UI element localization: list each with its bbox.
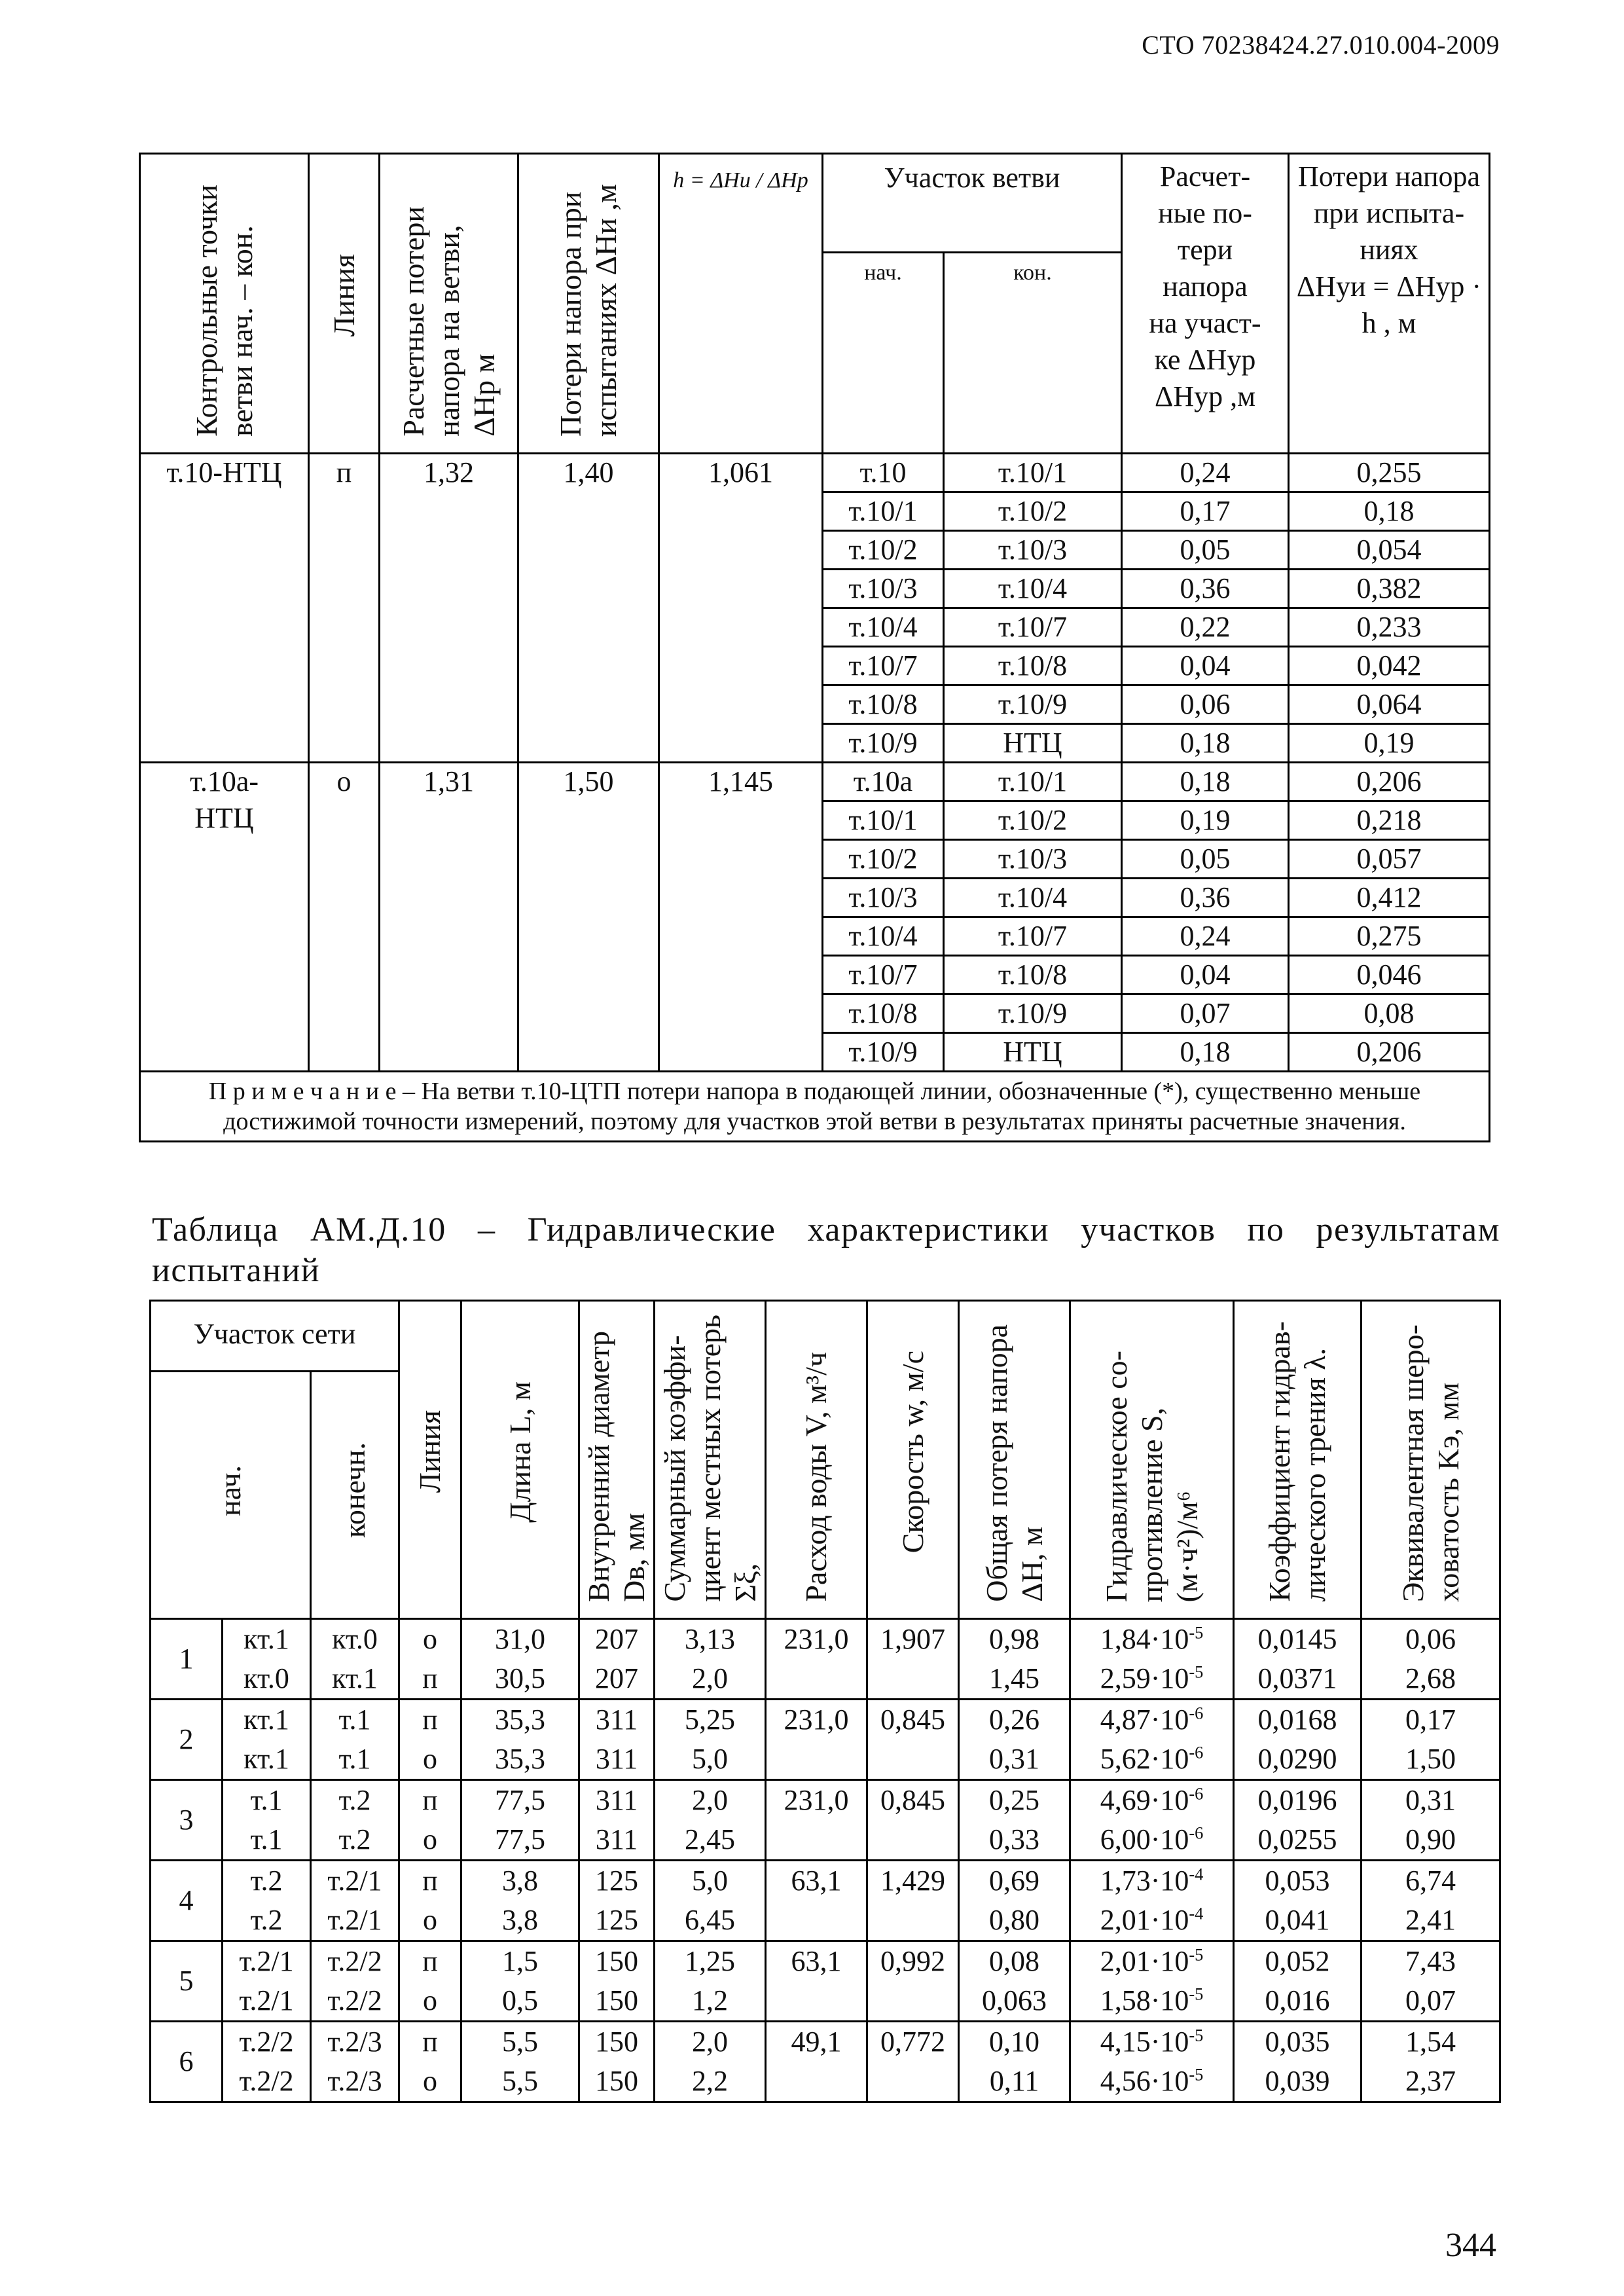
- resistance-exponent: -4: [1189, 1864, 1204, 1884]
- resistance-value: 4,69·10: [1100, 1784, 1189, 1816]
- resistance-value: 4,15·10: [1100, 2026, 1189, 2058]
- local-loss-cell: 2,0: [655, 2022, 766, 2062]
- resistance-cell: [1070, 1659, 1234, 1700]
- friction-cell: 0,053: [1234, 1861, 1362, 1901]
- start-cell: т.10/1: [823, 492, 944, 531]
- table-row: [151, 2022, 1500, 2062]
- col-calc-loss: Расчетные потери напора на ветви, ΔHр м: [380, 154, 518, 454]
- calc-section-cell: 0,22: [1122, 608, 1289, 647]
- test-loss-cell: 1,40: [518, 454, 659, 763]
- resistance-cell: [1070, 1700, 1234, 1740]
- end-cell: кт.1: [311, 1659, 399, 1700]
- col-flow: Расход воды V, м³/ч: [766, 1301, 867, 1619]
- test-section-cell: 0,255: [1289, 454, 1490, 492]
- end-cell: т.2/2: [311, 1981, 399, 2022]
- resistance-cell: [1070, 1820, 1234, 1861]
- start-cell: т.10/2: [823, 840, 944, 879]
- resistance-value: 1,84·10: [1100, 1623, 1189, 1655]
- end-cell: т.10/2: [944, 492, 1122, 531]
- end-cell: т.10/4: [944, 879, 1122, 917]
- line-cell: о: [309, 763, 380, 1072]
- test-section-cell: 0,382: [1289, 570, 1490, 608]
- group-number: 5: [151, 1941, 223, 2022]
- resistance-value: 2,01·10: [1100, 1945, 1189, 1977]
- col-start: нач.: [151, 1372, 311, 1619]
- diameter-cell: 311: [579, 1780, 655, 1821]
- h-cell: 1,145: [659, 763, 823, 1072]
- test-section-cell: 0,206: [1289, 1033, 1490, 1072]
- start-cell: т.10/4: [823, 917, 944, 956]
- calc-section-cell: 0,18: [1122, 1033, 1289, 1072]
- resistance-value: 4,56·10: [1100, 2065, 1189, 2097]
- velocity-cell: 0,772: [867, 2022, 959, 2102]
- roughness-cell: 6,74: [1362, 1861, 1500, 1901]
- line-cell: о: [399, 1619, 461, 1660]
- start-cell: т.10: [823, 454, 944, 492]
- line-cell: п: [399, 1861, 461, 1901]
- end-cell: т.10/8: [944, 956, 1122, 994]
- diameter-cell: 311: [579, 1820, 655, 1861]
- resistance-cell: [1070, 1740, 1234, 1780]
- end-cell: т.10/7: [944, 608, 1122, 647]
- test-section-cell: 0,206: [1289, 763, 1490, 801]
- calc-section-cell: 0,04: [1122, 647, 1289, 685]
- resistance-exponent: -6: [1189, 1703, 1204, 1723]
- end-cell: т.10/4: [944, 570, 1122, 608]
- length-cell: 3,8: [461, 1901, 579, 1941]
- roughness-cell: 7,43: [1362, 1941, 1500, 1982]
- start-cell: т.10/8: [823, 685, 944, 724]
- start-cell: т.1: [223, 1780, 311, 1821]
- total-loss-cell: 0,33: [959, 1820, 1070, 1861]
- col-velocity: Скорость w, м/с: [867, 1301, 959, 1619]
- length-cell: 35,3: [461, 1740, 579, 1780]
- roughness-cell: 2,41: [1362, 1901, 1500, 1941]
- friction-cell: 0,0145: [1234, 1619, 1362, 1660]
- length-cell: 5,5: [461, 2062, 579, 2102]
- test-section-cell: 0,412: [1289, 879, 1490, 917]
- line-cell: п: [309, 454, 380, 763]
- end-cell: т.10/7: [944, 917, 1122, 956]
- calc-section-cell: 0,18: [1122, 763, 1289, 801]
- resistance-value: 4,87·10: [1100, 1704, 1189, 1736]
- col-length: Длина L, м: [461, 1301, 579, 1619]
- local-loss-cell: 5,25: [655, 1700, 766, 1740]
- line-cell: о: [399, 2062, 461, 2102]
- local-loss-cell: 6,45: [655, 1901, 766, 1941]
- resistance-exponent: -5: [1189, 2064, 1204, 2085]
- calc-loss-cell: 1,31: [380, 763, 518, 1072]
- flow-cell: 231,0: [766, 1619, 867, 1700]
- roughness-cell: 2,37: [1362, 2062, 1500, 2102]
- resistance-exponent: -5: [1189, 1662, 1204, 1682]
- total-loss-cell: 1,45: [959, 1659, 1070, 1700]
- resistance-exponent: -5: [1189, 1984, 1204, 2004]
- local-loss-cell: 1,25: [655, 1941, 766, 1982]
- start-cell: т.10а: [823, 763, 944, 801]
- resistance-exponent: -5: [1189, 2025, 1204, 2045]
- col-end: конечн.: [311, 1372, 399, 1619]
- resistance-cell: [1070, 2022, 1234, 2062]
- resistance-value: 6,00·10: [1100, 1823, 1189, 1855]
- resistance-exponent: -4: [1189, 1903, 1204, 1923]
- end-cell: т.10/3: [944, 531, 1122, 570]
- end-cell: т.1: [311, 1700, 399, 1740]
- end-cell: т.10/9: [944, 994, 1122, 1033]
- friction-cell: 0,0255: [1234, 1820, 1362, 1861]
- friction-cell: 0,041: [1234, 1901, 1362, 1941]
- col-control-points: Контрольные точки ветви нач. – кон.: [140, 154, 309, 454]
- resistance-value: 1,58·10: [1100, 1984, 1189, 2016]
- line-cell: п: [399, 1700, 461, 1740]
- resistance-exponent: -6: [1189, 1742, 1204, 1762]
- roughness-cell: 1,54: [1362, 2022, 1500, 2062]
- flow-cell: 63,1: [766, 1861, 867, 1941]
- total-loss-cell: 0,11: [959, 2062, 1070, 2102]
- col-local-loss: Суммарный коэффи- циент местных потерь Σξ,: [655, 1301, 766, 1619]
- end-cell: т.10/2: [944, 801, 1122, 840]
- group-number: 3: [151, 1780, 223, 1861]
- start-cell: т.2/2: [223, 2022, 311, 2062]
- line-cell: п: [399, 2022, 461, 2062]
- calc-section-cell: 0,17: [1122, 492, 1289, 531]
- line-cell: п: [399, 1659, 461, 1700]
- length-cell: 3,8: [461, 1861, 579, 1901]
- length-cell: 0,5: [461, 1981, 579, 2022]
- col-calc-section-loss: Расчет- ные по- тери напора на участ- ке ΔHур ΔHур ,м: [1122, 154, 1289, 454]
- calc-section-cell: 0,07: [1122, 994, 1289, 1033]
- start-cell: т.10/3: [823, 570, 944, 608]
- calc-section-cell: 0,18: [1122, 724, 1289, 763]
- table-row: [151, 1941, 1500, 1982]
- start-cell: т.10/7: [823, 647, 944, 685]
- test-section-cell: 0,042: [1289, 647, 1490, 685]
- col-line: Линия: [399, 1301, 461, 1619]
- resistance-value: 2,01·10: [1100, 1904, 1189, 1936]
- diameter-cell: 311: [579, 1700, 655, 1740]
- start-cell: т.10/3: [823, 879, 944, 917]
- table-row: [151, 1619, 1500, 1660]
- line-cell: о: [399, 1740, 461, 1780]
- end-cell: т.10/9: [944, 685, 1122, 724]
- resistance-value: 2,59·10: [1100, 1662, 1189, 1694]
- local-loss-cell: 2,45: [655, 1820, 766, 1861]
- end-cell: т.1: [311, 1740, 399, 1780]
- resistance-cell: [1070, 1861, 1234, 1901]
- col-total-loss: Общая потеря напора ΔH, м: [959, 1301, 1070, 1619]
- resistance-cell: [1070, 2062, 1234, 2102]
- calc-section-cell: 0,24: [1122, 917, 1289, 956]
- col-start: нач.: [823, 253, 944, 454]
- start-cell: т.10/1: [823, 801, 944, 840]
- local-loss-cell: 2,0: [655, 1659, 766, 1700]
- diameter-cell: 150: [579, 1941, 655, 1982]
- start-cell: т.2/1: [223, 1941, 311, 1982]
- velocity-cell: 0,845: [867, 1780, 959, 1861]
- test-section-cell: 0,046: [1289, 956, 1490, 994]
- end-cell: т.2/3: [311, 2022, 399, 2062]
- end-cell: т.10/1: [944, 454, 1122, 492]
- total-loss-cell: 0,26: [959, 1700, 1070, 1740]
- diameter-cell: 125: [579, 1861, 655, 1901]
- table-caption: Таблица АМ.Д.10 – Гидравлические характеристики участков по результатам испытаний: [152, 1211, 1500, 1289]
- local-loss-cell: 3,13: [655, 1619, 766, 1660]
- col-diameter: Внутренний диаметр Dв, мм: [579, 1301, 655, 1619]
- branch-cell: т.10а- НТЦ: [140, 763, 309, 1072]
- calc-section-cell: 0,36: [1122, 879, 1289, 917]
- friction-cell: 0,0196: [1234, 1780, 1362, 1821]
- start-cell: кт.1: [223, 1700, 311, 1740]
- end-cell: НТЦ: [944, 724, 1122, 763]
- table-row: [151, 1861, 1500, 1901]
- diameter-cell: 311: [579, 1740, 655, 1780]
- flow-cell: 231,0: [766, 1700, 867, 1780]
- end-cell: т.2: [311, 1820, 399, 1861]
- start-cell: т.10/4: [823, 608, 944, 647]
- local-loss-cell: 2,0: [655, 1780, 766, 1821]
- diameter-cell: 150: [579, 2022, 655, 2062]
- resistance-exponent: -5: [1189, 1622, 1204, 1643]
- calc-section-cell: 0,06: [1122, 685, 1289, 724]
- resistance-exponent: -5: [1189, 1944, 1204, 1965]
- velocity-cell: 0,845: [867, 1700, 959, 1780]
- total-loss-cell: 0,063: [959, 1981, 1070, 2022]
- velocity-cell: 1,429: [867, 1861, 959, 1941]
- start-cell: т.2/1: [223, 1981, 311, 2022]
- start-cell: т.2: [223, 1901, 311, 1941]
- length-cell: 77,5: [461, 1780, 579, 1821]
- calc-section-cell: 0,04: [1122, 956, 1289, 994]
- test-section-cell: 0,057: [1289, 840, 1490, 879]
- test-section-cell: 0,218: [1289, 801, 1490, 840]
- col-end: кон.: [944, 253, 1122, 454]
- roughness-cell: 0,07: [1362, 1981, 1500, 2022]
- col-h-formula: h = ΔHи / ΔHр: [659, 154, 823, 454]
- test-section-cell: 0,064: [1289, 685, 1490, 724]
- start-cell: т.10/7: [823, 956, 944, 994]
- length-cell: 77,5: [461, 1820, 579, 1861]
- line-cell: о: [399, 1981, 461, 2022]
- roughness-cell: 0,06: [1362, 1619, 1500, 1660]
- length-cell: 5,5: [461, 2022, 579, 2062]
- group-number: 2: [151, 1700, 223, 1780]
- resistance-value: 1,73·10: [1100, 1865, 1189, 1897]
- diameter-cell: 150: [579, 2062, 655, 2102]
- test-section-cell: 0,275: [1289, 917, 1490, 956]
- calc-loss-cell: 1,32: [380, 454, 518, 763]
- start-cell: т.2: [223, 1861, 311, 1901]
- calc-section-cell: 0,05: [1122, 531, 1289, 570]
- test-section-cell: 0,054: [1289, 531, 1490, 570]
- calc-section-cell: 0,24: [1122, 454, 1289, 492]
- page-number: 344: [1445, 2227, 1496, 2264]
- velocity-cell: 1,907: [867, 1619, 959, 1700]
- branch-loss-table: [139, 153, 1490, 1142]
- friction-cell: 0,039: [1234, 2062, 1362, 2102]
- end-cell: т.10/1: [944, 763, 1122, 801]
- calc-section-cell: 0,36: [1122, 570, 1289, 608]
- group-number: 6: [151, 2022, 223, 2102]
- start-cell: кт.1: [223, 1740, 311, 1780]
- end-cell: т.2: [311, 1780, 399, 1821]
- resistance-cell: [1070, 1901, 1234, 1941]
- friction-cell: 0,0290: [1234, 1740, 1362, 1780]
- total-loss-cell: 0,69: [959, 1861, 1070, 1901]
- group-number: 4: [151, 1861, 223, 1941]
- col-section: Участок ветви: [823, 154, 1122, 253]
- roughness-cell: 0,90: [1362, 1820, 1500, 1861]
- friction-cell: 0,016: [1234, 1981, 1362, 2022]
- end-cell: НТЦ: [944, 1033, 1122, 1072]
- velocity-cell: 0,992: [867, 1941, 959, 2022]
- length-cell: 1,5: [461, 1941, 579, 1982]
- local-loss-cell: 1,2: [655, 1981, 766, 2022]
- col-friction: Коэффициент гидрав- лического трения λ.: [1234, 1301, 1362, 1619]
- branch-cell: т.10-НТЦ: [140, 454, 309, 763]
- total-loss-cell: 0,98: [959, 1619, 1070, 1660]
- diameter-cell: 207: [579, 1619, 655, 1660]
- end-cell: т.10/3: [944, 840, 1122, 879]
- flow-cell: 49,1: [766, 2022, 867, 2102]
- resistance-value: 5,62·10: [1100, 1743, 1189, 1775]
- start-cell: т.1: [223, 1820, 311, 1861]
- flow-cell: 231,0: [766, 1780, 867, 1861]
- friction-cell: 0,0168: [1234, 1700, 1362, 1740]
- end-cell: т.2/3: [311, 2062, 399, 2102]
- total-loss-cell: 0,80: [959, 1901, 1070, 1941]
- test-section-cell: 0,08: [1289, 994, 1490, 1033]
- friction-cell: 0,052: [1234, 1941, 1362, 1982]
- flow-cell: 63,1: [766, 1941, 867, 2022]
- line-cell: п: [399, 1941, 461, 1982]
- col-roughness: Эквивалентная шеро- ховатость Kэ, мм: [1362, 1301, 1500, 1619]
- resistance-exponent: -6: [1189, 1823, 1204, 1843]
- end-cell: т.2/1: [311, 1861, 399, 1901]
- total-loss-cell: 0,25: [959, 1780, 1070, 1821]
- test-section-cell: 0,18: [1289, 492, 1490, 531]
- start-cell: кт.1: [223, 1619, 311, 1660]
- roughness-cell: 1,50: [1362, 1740, 1500, 1780]
- col-test-loss: Потери напора при испытаниях ΔHи ,м: [518, 154, 659, 454]
- resistance-cell: [1070, 1619, 1234, 1660]
- start-cell: т.10/2: [823, 531, 944, 570]
- total-loss-cell: 0,10: [959, 2022, 1070, 2062]
- local-loss-cell: 5,0: [655, 1740, 766, 1780]
- friction-cell: 0,0371: [1234, 1659, 1362, 1700]
- start-cell: т.2/2: [223, 2062, 311, 2102]
- group-number: 1: [151, 1619, 223, 1700]
- resistance-exponent: -6: [1189, 1783, 1204, 1804]
- resistance-cell: [1070, 1981, 1234, 2022]
- test-section-cell: 0,19: [1289, 724, 1490, 763]
- col-segment: Участок сети: [151, 1301, 399, 1372]
- total-loss-cell: 0,08: [959, 1941, 1070, 1982]
- end-cell: т.10/8: [944, 647, 1122, 685]
- line-cell: п: [399, 1780, 461, 1821]
- length-cell: 35,3: [461, 1700, 579, 1740]
- col-resistance: Гидравлическое со- противление S, (м·ч²)/м⁶: [1070, 1301, 1234, 1619]
- friction-cell: 0,035: [1234, 2022, 1362, 2062]
- line-cell: о: [399, 1820, 461, 1861]
- start-cell: т.10/8: [823, 994, 944, 1033]
- hydraulic-characteristics-table: [149, 1300, 1501, 2103]
- start-cell: т.10/9: [823, 1033, 944, 1072]
- diameter-cell: 150: [579, 1981, 655, 2022]
- col-line: Линия: [309, 154, 380, 454]
- start-cell: т.10/9: [823, 724, 944, 763]
- col-test-section-loss: Потери напора при испыта- ниях ΔHуи = ΔHур · h , м: [1289, 154, 1490, 454]
- local-loss-cell: 5,0: [655, 1861, 766, 1901]
- end-cell: кт.0: [311, 1619, 399, 1660]
- roughness-cell: 2,68: [1362, 1659, 1500, 1700]
- table-row: [140, 763, 1490, 801]
- diameter-cell: 207: [579, 1659, 655, 1700]
- table-row: [140, 454, 1490, 492]
- start-cell: кт.0: [223, 1659, 311, 1700]
- test-loss-cell: 1,50: [518, 763, 659, 1072]
- total-loss-cell: 0,31: [959, 1740, 1070, 1780]
- local-loss-cell: 2,2: [655, 2062, 766, 2102]
- document-code: СТО 70238424.27.010.004-2009: [1142, 30, 1500, 60]
- length-cell: 31,0: [461, 1619, 579, 1660]
- resistance-cell: [1070, 1780, 1234, 1821]
- length-cell: 30,5: [461, 1659, 579, 1700]
- table-row: [151, 1700, 1500, 1740]
- end-cell: т.2/2: [311, 1941, 399, 1982]
- table-row: [151, 1780, 1500, 1821]
- h-cell: 1,061: [659, 454, 823, 763]
- end-cell: т.2/1: [311, 1901, 399, 1941]
- resistance-cell: [1070, 1941, 1234, 1982]
- calc-section-cell: 0,05: [1122, 840, 1289, 879]
- roughness-cell: 0,17: [1362, 1700, 1500, 1740]
- diameter-cell: 125: [579, 1901, 655, 1941]
- test-section-cell: 0,233: [1289, 608, 1490, 647]
- roughness-cell: 0,31: [1362, 1780, 1500, 1821]
- calc-section-cell: 0,19: [1122, 801, 1289, 840]
- table-note: П р и м е ч а н и е – На ветви т.10-ЦТП потери напора в подающей линии, обозначенные (*), существенно меньше достижимой точности измерений, поэтому для участков этой ветви в результатах приняты расчетные значения.: [140, 1072, 1490, 1142]
- line-cell: о: [399, 1901, 461, 1941]
